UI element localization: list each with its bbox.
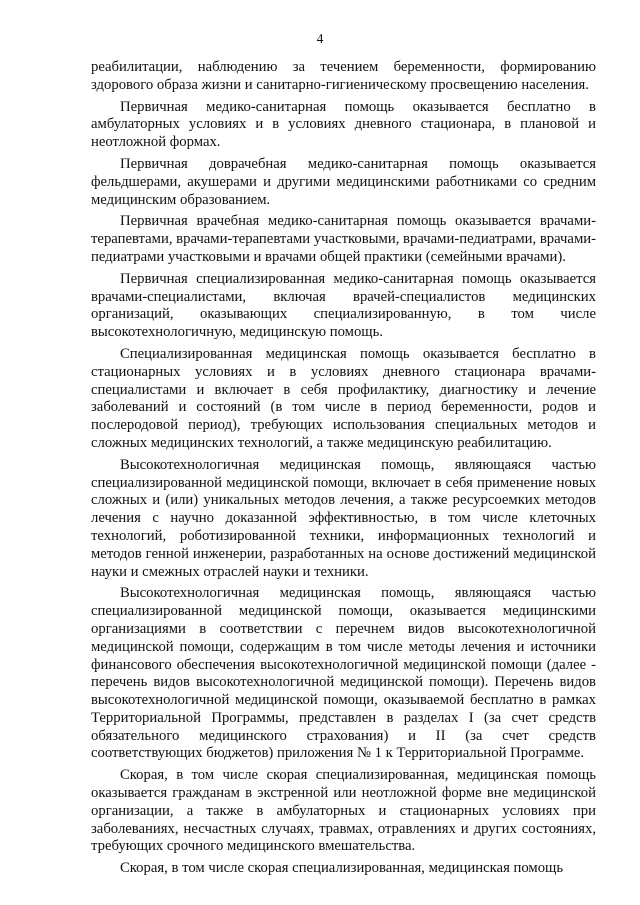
paragraph-high-tech-care: Высокотехнологичная медицинская помощь, являющаяся частью специализированной медицинской помощи, включает в себя применение новых сложных и (или) уникальных методов лечения, а также ресурсоемких методов лечения с научно доказанной эффективностью, в том числе клеточных технологий, роботизированной техники, информационных технологий и методов генной инженерии, разработанных на основе достижений медицинской науки и смежных отраслей науки и техники. (91, 456, 596, 580)
paragraph-high-tech-care-list: Высокотехнологичная медицинская помощь, являющаяся частью специализированной медицинской помощи, оказывается медицинскими организациями в соответствии с перечнем видов высокотехнологичной медицинской помощи, содержащим в том числе методы лечения и источники финансового обеспечения высокотехнологичной медицинской помощи (далее - перечень видов высокотехнологичной медицинской помощи). Перечень видов высокотехнологичной медицинской помощи, оказываемой бесплатно в рамках Территориальной Программы, представлен в разделах I (за счет средств обязательного медицинского страхования) и II (за счет средств соответствующих бюджетов) приложения № 1 к Территориальной Программе. (91, 585, 596, 762)
paragraph-pre-physician-care: Первичная доврачебная медико-санитарная помощь оказывается фельдшерами, акушерами и другими медицинскими работниками со средним медицинским образованием. (91, 155, 596, 208)
paragraph-continued: реабилитации, наблюдению за течением беременности, формированию здорового образа жизни и санитарно-гигиеническому просвещению населения. (91, 59, 596, 93)
paragraph-primary-care: Первичная медико-санитарная помощь оказывается бесплатно в амбулаторных условиях и в условиях дневного стационара, в плановой и неотложной формах. (91, 98, 596, 151)
paragraph-emergency-care: Скорая, в том числе скорая специализированная, медицинская помощь оказывается гражданам в экстренной или неотложной форме вне медицинской организации, а также в амбулаторных и стационарных условиях при заболеваниях, несчастных случаях, травмах, отравлениях и других состояниях, требующих срочного медицинского вмешательства. (91, 767, 596, 855)
paragraph-specialized-primary-care: Первичная специализированная медико-санитарная помощь оказывается врачами-специалистами, включая врачей-специалистов медицинских организаций, оказывающих специализированную, в том числе высокотехнологичную, медицинскую помощь. (91, 270, 596, 341)
paragraph-specialized-care: Специализированная медицинская помощь оказывается бесплатно в стационарных условиях и в условиях дневного стационара врачами-специалистами и включает в себя профилактику, диагностику и лечение заболеваний и состояний (в том числе в период беременности, родов и послеродовой период), требующих использования специальных методов и сложных медицинских технологий, а также медицинскую реабилитацию. (91, 345, 596, 451)
paragraph-emergency-care-continued: Скорая, в том числе скорая специализированная, медицинская помощь (120, 860, 564, 877)
document-body (91, 59, 596, 882)
paragraph-physician-care: Первичная врачебная медико-санитарная помощь оказывается врачами-терапевтами, врачами-терапевтами участковыми, врачами-педиатрами, врачами-педиатрами участковыми и врачами общей практики (семейными врачами). (91, 213, 596, 265)
page-number: 4 (316, 31, 324, 46)
